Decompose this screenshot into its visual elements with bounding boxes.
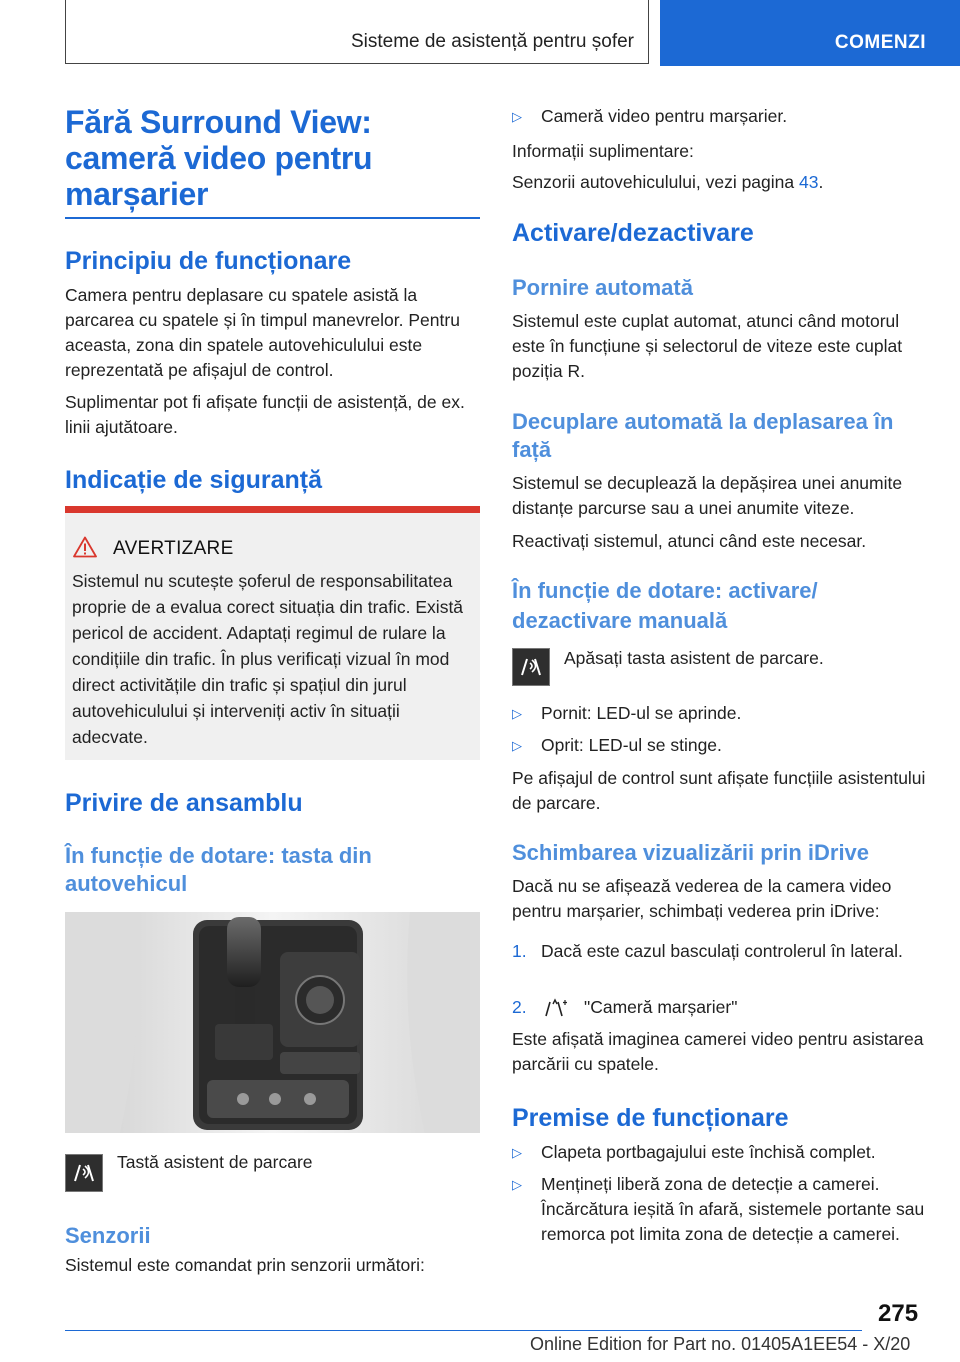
safety-heading: Indicație de siguranță	[65, 466, 323, 494]
auto-on-paragraph: Sistemul este cuplat automat, atunci când motorul este în funcțiune și selectorul de viteze este cuplat poziția R.	[512, 311, 903, 381]
list-item-prereq-1	[512, 1140, 932, 1165]
principle-heading: Principiu de funcționare	[65, 247, 352, 275]
principle-paragraph-2: Suplimentar pot fi afișate funcții de asistență, de ex. linii ajutătoare.	[65, 392, 465, 437]
list-item-camera	[512, 104, 932, 129]
footer-divider	[65, 1330, 862, 1331]
page-title: Fără Surround View: cameră video pentru marșarier	[65, 104, 373, 212]
title-divider	[65, 217, 480, 219]
bullet-triangle-icon: ▷	[512, 706, 522, 721]
auto-on-heading: Pornire automată	[512, 275, 693, 300]
list-item-text: "Cameră marșarier"	[584, 997, 738, 1017]
list-item-step-1	[512, 939, 932, 989]
idrive-heading: Schimbarea vizualizării prin iDrive	[512, 840, 870, 865]
header-section-title: Sisteme de asistență pentru șofer	[350, 31, 634, 52]
list-item-text: Oprit: LED-ul se stinge.	[541, 735, 722, 755]
list-item-text: Pornit: LED-ul se aprinde.	[541, 703, 742, 723]
overview-heading: Privire de ansamblu	[65, 789, 303, 817]
warning-box	[65, 506, 480, 760]
warning-title: AVERTIZARE	[113, 538, 234, 559]
auto-off-paragraph-2: Reactivați sistemul, atunci când este necesar.	[512, 531, 867, 551]
list-item-on	[512, 701, 932, 726]
list-item-off	[512, 733, 932, 758]
page-link-43[interactable]: 43	[798, 172, 819, 192]
principle-paragraph-1: Camera pentru deplasare cu spatele asistă la parcarea cu spatele și în timpul manevrelor. Pentru aceasta, zona din spatele autovehiculului este reprezentată pe afișajul de control.	[65, 285, 460, 380]
console-illustration	[65, 912, 480, 1133]
page-number: 275	[878, 1300, 919, 1327]
bullet-triangle-icon: ▷	[512, 1145, 522, 1160]
sensors-paragraph: Sistemul este comandat prin senzorii următori:	[65, 1255, 425, 1275]
manual-instruction: Apăsați tasta asistent de parcare.	[564, 648, 824, 668]
park-assist-button-icon	[512, 648, 550, 686]
bullet-triangle-icon: ▷	[512, 738, 522, 753]
sensors-reference	[512, 170, 932, 195]
equipment-heading: În funcție de dotare: tasta din autovehicul	[65, 843, 372, 896]
list-item-step-2	[512, 995, 932, 1020]
manual-paragraph: Pe afișajul de control sunt afișate funcțiile asistentului de parcare.	[512, 768, 926, 813]
auto-off-paragraph-1: Sistemul se decuplează la depășirea unei anumite distanțe parcurse sau a unei anumite viteze.	[512, 473, 903, 518]
auto-off-heading: Decuplare automată la deplasarea în față	[512, 409, 894, 462]
bullet-triangle-icon: ▷	[512, 1177, 522, 1192]
ref-suffix: .	[818, 172, 824, 192]
sensors-heading: Senzorii	[65, 1223, 151, 1248]
console-photo	[65, 912, 480, 1133]
prerequisites-heading: Premise de funcționare	[512, 1104, 789, 1132]
manual-heading: În funcție de dotare: activare/ dezactivare manuală	[512, 578, 818, 633]
list-item-text: Dacă este cazul basculați controlerul în lateral.	[541, 941, 903, 961]
header-tab-label: COMENZI	[834, 32, 926, 53]
footer-edition-text: Online Edition for Part no. 01405A1EE54 - X/20	[530, 1334, 911, 1354]
park-assist-button-icon	[65, 1154, 103, 1192]
step-number: 1.	[512, 941, 527, 961]
idrive-paragraph-2: Este afișată imaginea camerei video pentru asistarea parcării cu spatele.	[512, 1029, 924, 1074]
button-caption: Tastă asistent de parcare	[117, 1152, 313, 1172]
footer-edition	[530, 1334, 910, 1355]
idrive-paragraph: Dacă nu se afișează vederea de la camera video pentru marșarier, schimbați vederea prin iDrive:	[512, 876, 892, 921]
warning-bar	[65, 506, 480, 513]
bullet-triangle-icon: ▷	[512, 109, 522, 124]
activation-heading: Activare/dezactivare	[512, 219, 754, 247]
info-more: Informații suplimentare:	[512, 141, 694, 161]
list-item-text: Mențineți liberă zona de detecție a camerei. Încărcătura ieșită în afară, sistemele portante sau remorca pot limita zona de detecție a camerei.	[541, 1174, 925, 1244]
header-frame	[65, 0, 649, 64]
list-item-text: Cameră video pentru marșarier.	[541, 106, 788, 126]
header-tab-comenzi[interactable]	[660, 0, 960, 66]
camera-view-icon	[541, 996, 571, 1018]
list-item-text: Clapeta portbagajului este închisă complet.	[541, 1142, 876, 1162]
warning-text: Sistemul nu scutește șoferul de responsabilitatea proprie de a evalua corect situația din trafic. Există pericol de accident. Adaptați regimul de rulare la condițiile din trafic. În plus verificați vizual în mod direct activitățile din trafic și spațiul din jurul autovehiculului și interveniți activ în situații adecvate.	[72, 571, 464, 747]
warning-triangle-icon	[73, 536, 97, 558]
ref-prefix: Senzorii autovehiculului, vezi pagina	[512, 172, 799, 192]
list-item-prereq-2	[512, 1172, 932, 1272]
step-number: 2.	[512, 997, 527, 1017]
